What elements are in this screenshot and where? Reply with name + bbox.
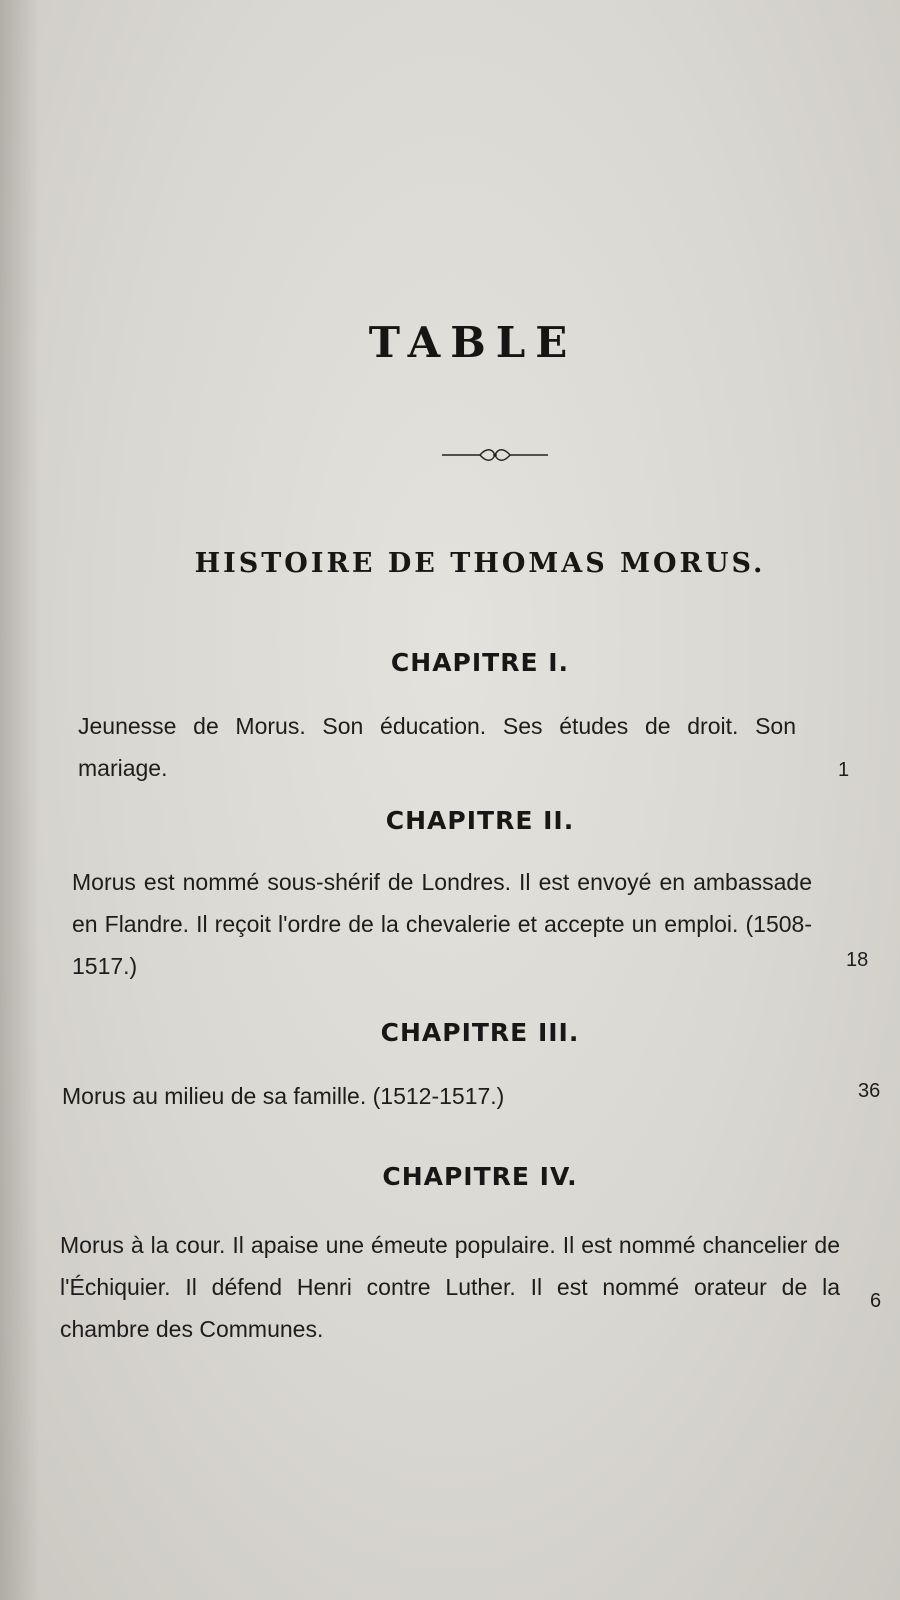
chapter-page-2: 18	[846, 949, 869, 971]
chapter-summary-1: Jeunesse de Morus. Son éducation. Ses études de droit. Son mariage.	[78, 713, 796, 781]
chapter-page-1: 1	[838, 759, 850, 781]
chapter-page-3: 36	[858, 1080, 881, 1102]
page-title: TABLE	[368, 318, 578, 367]
chapter-heading-2: CHAPITRE II.	[385, 806, 575, 835]
chapter-summary-4: Morus à la cour. Il apaise une émeute populaire. Il est nommé chancelier de l'Échiquier. Il défend Henri contre Luther. Il est nommé orateur de la chambre des Communes.	[60, 1232, 840, 1342]
section-title: HISTOIRE DE THOMAS MORUS.	[194, 548, 766, 579]
chapter-heading-4: CHAPITRE IV.	[382, 1162, 578, 1191]
page-gutter-shadow	[0, 0, 40, 1600]
ornament-divider-icon	[440, 445, 550, 465]
chapter-page-4: 6	[870, 1290, 882, 1312]
chapter-summary-2: Morus est nommé sous-shérif de Londres. Il est envoyé en ambassade en Flandre. Il reçoit l'ordre de la chevalerie et accepte un emploi. (1508-1517.)	[72, 869, 812, 979]
chapter-summary-3: Morus au milieu de sa famille. (1512-1517.)	[62, 1083, 505, 1109]
chapter-heading-3: CHAPITRE III.	[380, 1018, 580, 1047]
chapter-heading-1: CHAPITRE I.	[390, 648, 570, 677]
